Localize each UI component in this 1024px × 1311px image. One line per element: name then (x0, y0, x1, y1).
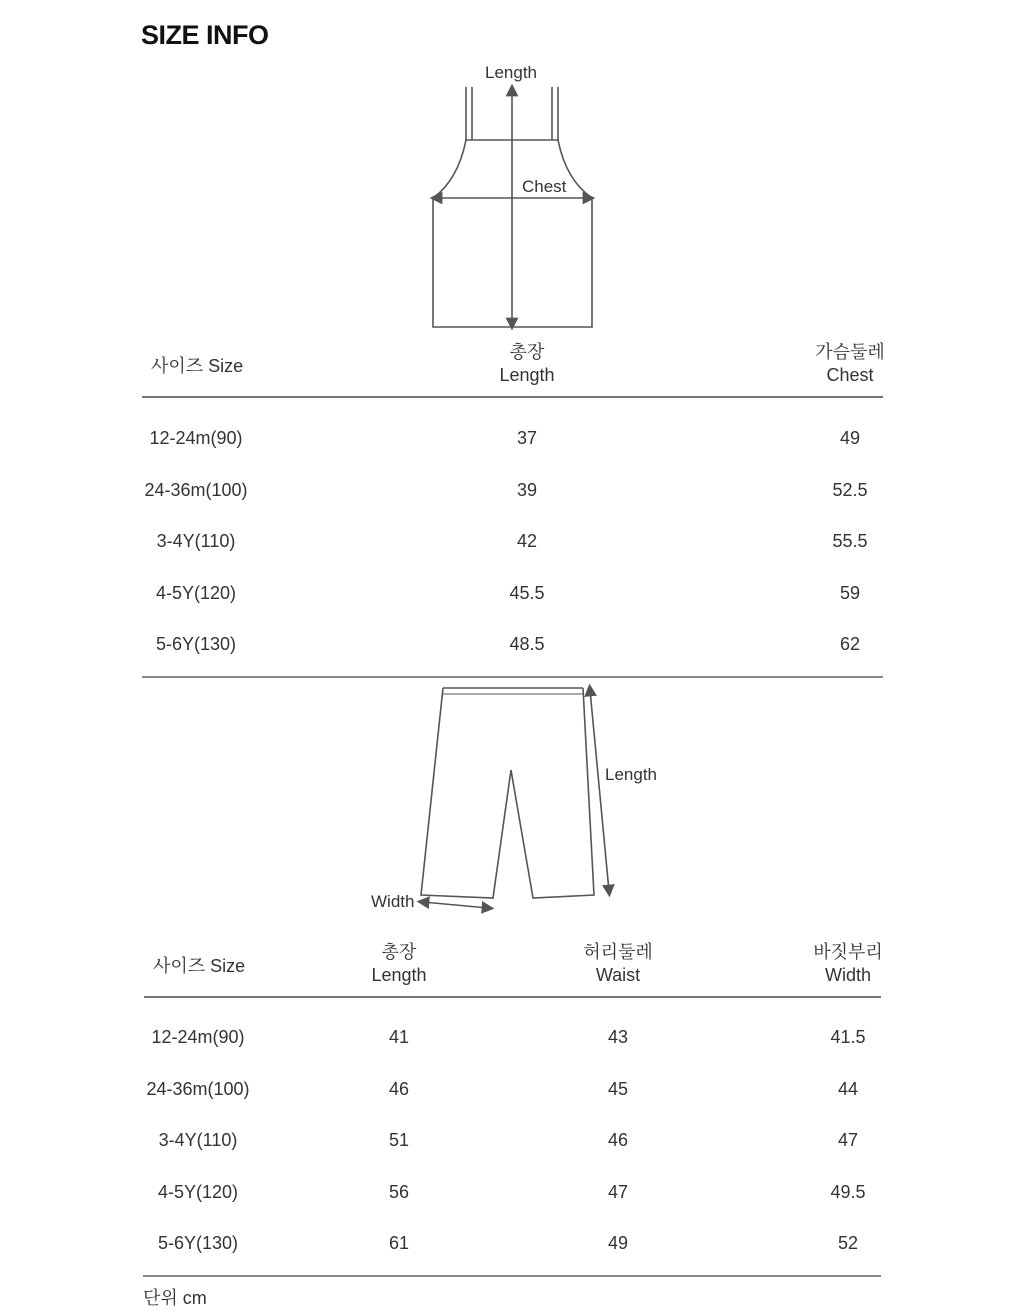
bottom-header-waist-ko: 허리둘레 (583, 942, 653, 962)
top-garment-illustration (433, 87, 592, 327)
top-chest-cell: 59 (839, 583, 861, 603)
bottom-size-cell: 4-5Y(120) (157, 1182, 239, 1202)
top-header-chest-en: Chest (826, 365, 874, 385)
bottom-table-header-rule (144, 996, 881, 998)
top-table-bottom-rule (142, 676, 883, 678)
bottom-waist-cell: 49 (607, 1233, 629, 1253)
page-title: SIZE INFO (141, 20, 269, 50)
top-size-cell: 4-5Y(120) (155, 583, 237, 603)
bottom-waist-cell: 47 (607, 1182, 629, 1202)
bottom-waist-cell: 46 (607, 1130, 629, 1150)
bottom-size-cell: 12-24m(90) (151, 1027, 245, 1047)
bottom-size-cell: 3-4Y(110) (158, 1130, 238, 1150)
top-header-chest-ko: 가슴둘레 (815, 342, 885, 362)
top-chest-cell: 55.5 (832, 531, 868, 551)
top-size-cell: 12-24m(90) (149, 428, 243, 448)
bottom-header-waist-en: Waist (595, 965, 641, 985)
bottom-header-width-ko: 바짓부리 (813, 942, 883, 962)
top-length-cell: 39 (516, 480, 538, 500)
bottom-width-cell: 47 (837, 1130, 859, 1150)
top-size-cell: 3-4Y(110) (156, 531, 236, 551)
bottom-length-cell: 41 (388, 1027, 410, 1047)
bottom-waist-cell: 43 (607, 1027, 629, 1047)
bottom-length-cell: 46 (388, 1079, 410, 1099)
bottom-header-length-en: Length (371, 965, 427, 985)
bottom-width-cell: 44 (837, 1079, 859, 1099)
bottom-header-length-ko: 총장 (381, 942, 417, 962)
bottom-size-cell: 24-36m(100) (146, 1079, 250, 1099)
top-length-cell: 42 (516, 531, 538, 551)
bottom-header-size: 사이즈 Size (153, 956, 246, 976)
bottom-waist-cell: 45 (607, 1079, 629, 1099)
bottom-header-width-en: Width (824, 965, 872, 985)
top-length-label: Length (485, 63, 537, 82)
top-size-cell: 24-36m(100) (144, 480, 248, 500)
shorts-width-label: Width (371, 892, 415, 911)
top-length-cell: 48.5 (509, 634, 545, 654)
bottom-width-cell: 49.5 (830, 1182, 866, 1202)
bottom-width-cell: 52 (837, 1233, 859, 1253)
top-header-size: 사이즈 Size (151, 356, 244, 376)
shorts-length-label: Length (605, 765, 657, 784)
top-header-length-ko: 총장 (509, 342, 545, 362)
top-size-cell: 5-6Y(130) (155, 634, 237, 654)
top-chest-cell: 62 (839, 634, 861, 654)
shorts-illustration (421, 688, 609, 908)
top-chest-label: Chest (522, 177, 567, 196)
bottom-length-cell: 56 (388, 1182, 410, 1202)
unit-note: 단위 cm (143, 1288, 207, 1308)
top-table-header-rule (142, 396, 883, 398)
bottom-width-cell: 41.5 (830, 1027, 866, 1047)
top-header-length-en: Length (499, 365, 555, 385)
bottom-length-cell: 61 (388, 1233, 410, 1253)
bottom-table-bottom-rule (143, 1275, 881, 1277)
top-chest-cell: 49 (839, 428, 861, 448)
bottom-size-cell: 5-6Y(130) (157, 1233, 239, 1253)
top-chest-cell: 52.5 (832, 480, 868, 500)
bottom-length-cell: 51 (388, 1130, 410, 1150)
top-length-cell: 45.5 (509, 583, 545, 603)
top-length-cell: 37 (516, 428, 538, 448)
